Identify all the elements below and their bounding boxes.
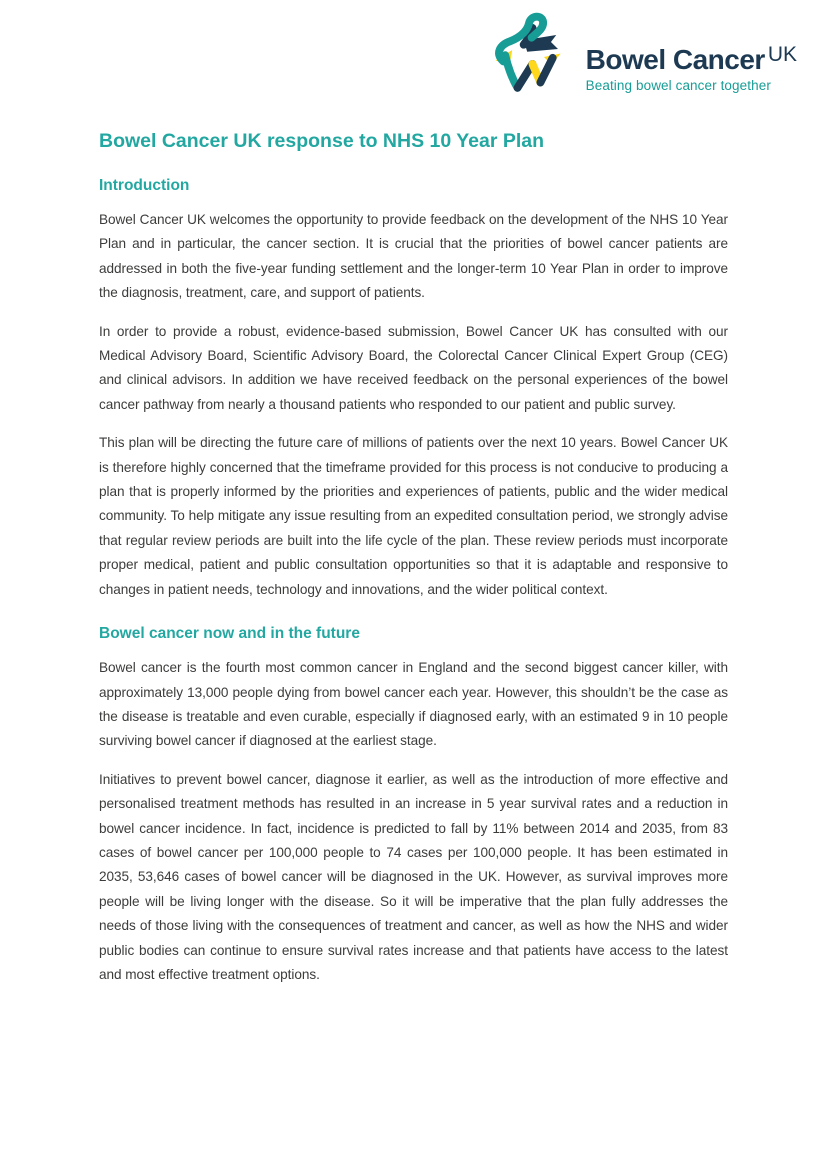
- section-heading-introduction: Introduction: [99, 177, 190, 194]
- brand-line: [585, 42, 797, 75]
- logo-text: [586, 28, 797, 93]
- paragraph: In order to provide a robust, evidence-based submission, Bowel Cancer UK has consulted with our Medical Advisory Board, Scientific Advisory Board, the Colorectal Cancer Clinical Expert Group (CEG) and clinical advisors. In addition we have received feedback on the personal experiences of the bowel cancer pathway from nearly a thousand patients who responded to our patient and public survey.: [99, 323, 728, 412]
- logo-tagline: Beating bowel cancer together: [585, 77, 771, 93]
- brand-suffix: UK: [767, 42, 797, 66]
- paragraph: Bowel Cancer UK welcomes the opportunity to provide feedback on the development of the NHS 10 Year Plan and in particular, the cancer section. It is crucial that the priorities of bowel cancer patients are addressed in both the five-year funding settlement and the longer-term 10 Year Plan in order to improve the diagnosis, treatment, care, and support of patients.: [99, 212, 728, 301]
- paragraph: This plan will be directing the future care of millions of patients over the next 10 years. Bowel Cancer UK is therefore highly concerned that the timeframe provided for this process is not conducive to producing a plan that is properly informed by the priorities and experiences of patients, public and the wider medical community. To help mitigate any issue resulting from an expedited consultation period, we strongly advise that regular review periods are built into the life cycle of the plan. These review periods must incorporate proper medical, patient and public consultation opportunities so that it is adaptable and responsive to changes in patient needs, technology and innovations, and the wider political context.: [99, 435, 728, 597]
- page-title: Bowel Cancer UK response to NHS 10 Year Plan: [99, 130, 545, 152]
- paragraph: Initiatives to prevent bowel cancer, diagnose it earlier, as well as the introduction of more effective and personalised treatment methods has resulted in an increase in 5 year survival rates and a reduction in bowel cancer incidence. In fact, incidence is predicted to fall by 11% between 2014 and 2035, from 83 cases of bowel cancer per 100,000 people to 74 cases per 100,000 people. It has been estimated in 2035, 53,646 cases of bowel cancer will be diagnosed in the UK. However, as survival improves more people will be living longer with the disease. So it will be imperative that the plan fully addresses the needs of those living with the consequences of treatment and cancer, as well as how the NHS and wider public bodies can continue to ensure survival rates increase and that patients have access to the latest and most effective treatment options.: [99, 771, 728, 982]
- section-introduction: [99, 176, 728, 602]
- section-heading-bowel-cancer-now: Bowel cancer now and in the future: [99, 625, 360, 643]
- brand-name: Bowel Cancer: [585, 43, 765, 75]
- document-content: [99, 12, 728, 987]
- logo: [492, 10, 797, 110]
- paragraph: Bowel cancer is the fourth most common cancer in England and the second biggest cancer killer, with approximately 13,000 people dying from bowel cancer each year. However, this shouldn’t be the case as the disease is treatable and even curable, especially if diagnosed early, with an estimated 9 in 10 people surviving bowel cancer if diagnosed at the earliest stage.: [99, 660, 728, 749]
- star-ribbon-icon: [492, 11, 580, 110]
- section-bowel-cancer-now-and-future: [99, 624, 728, 987]
